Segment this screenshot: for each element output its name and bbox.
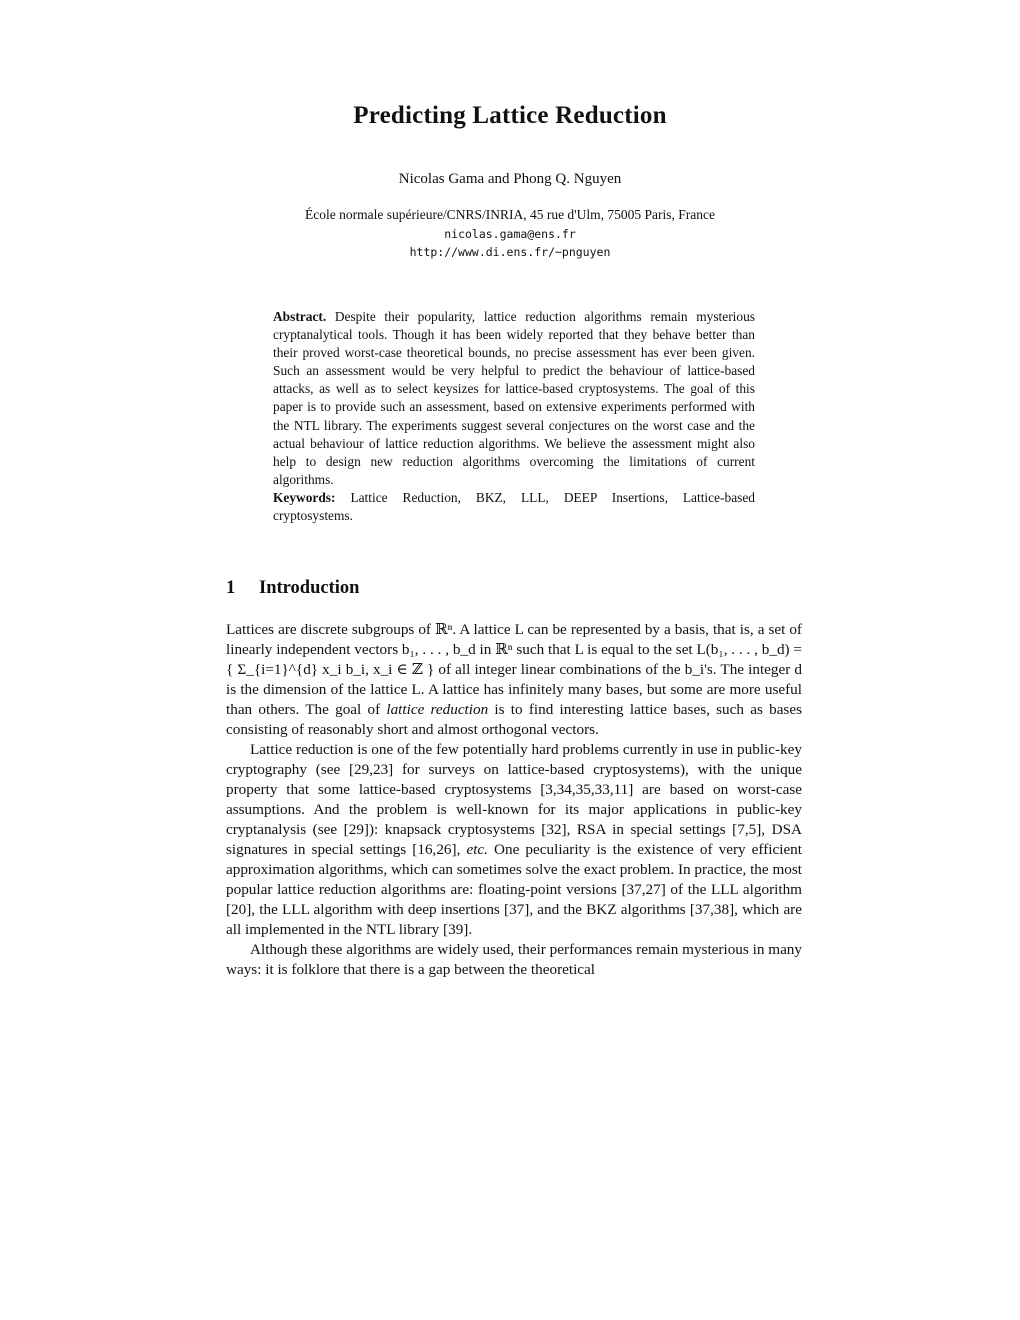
keywords-paragraph [273,489,755,525]
author-url: http://www.di.ens.fr/~pnguyen [409,245,611,259]
keywords-text: Lattice Reduction, BKZ, LLL, DEEP Insertions, Lattice-based cryptosystems. [273,489,755,524]
section-title: Introduction [259,578,360,598]
paragraph-2-b: One peculiarity is the existence of very efficient approximation algorithms, which can sometimes solve the exact problem. In practice, the most popular lattice reduction algorithms are: floating-point versions [37,27] of the LLL algorithm [20], the LLL algorithm with deep insertions [37], and the BKZ algorithms [37,38], which are all implemented in the NTL library [39]. [226,841,802,938]
paper-title: Predicting Lattice Reduction [353,102,667,129]
abstract-paragraph [273,308,755,489]
section-number: 1 [226,578,236,598]
section-heading [226,578,359,599]
author-email: nicolas.gama@ens.fr [444,227,576,241]
paragraph-2 [226,740,802,940]
paragraph-2-emphasis: etc. [466,841,488,858]
abstract-label: Abstract. [273,309,327,324]
paragraph-3: Although these algorithms are widely used, their performances remain mysterious in many ways: it is folklore that there is a gap between the theoretical [226,941,802,978]
author-list: Nicolas Gama and Phong Q. Nguyen [398,171,622,187]
abstract-block [273,308,755,525]
paragraph-1-emphasis: lattice reduction [386,701,489,718]
paragraph-1 [226,620,802,740]
abstract-text: Despite their popularity, lattice reduction algorithms remain mysterious cryptanalytical tools. Though it has been widely reported that they behave better than their proved worst-case theoretical bounds, no precise assessment has ever been given. Such an assessment would be very helpful to predict the behaviour of lattice-based attacks, as well as to select keysizes for lattice-based cryptosystems. The goal of this paper is to provide such an assessment, based on extensive experiments performed with the NTL library. The experiments suggest several conjectures on the worst case and the actual behaviour of lattice reduction algorithms. We believe the assessment might also help to design new reduction algorithms overcoming the limitations of current algorithms. [273,309,755,487]
affiliation: École normale supérieure/CNRS/INRIA, 45 rue d'Ulm, 75005 Paris, France [305,207,715,222]
body-text [226,620,802,980]
paragraph-1-a: Lattices are discrete subgroups of ℝⁿ. A lattice L can be represented by a basis, that is, a set of linearly independent vectors b₁, . . . , b_d in ℝⁿ such that L is equal to the set L(b₁, . . . , b_d) = { Σ_{i=1}^{d} x_i b_i, x_i ∈ ℤ } of all integer linear combinations of the b_i's. The integer d is the dimension of the lattice L. A lattice has infinitely many bases, but some are more useful than others. The goal of [226,621,802,718]
paragraph-2-a: Lattice reduction is one of the few potentially hard problems currently in use in public-key cryptography (see [29,23] for surveys on lattice-based cryptosystems), with the unique property that some lattice-based cryptosystems [3,34,35,33,11] are based on worst-case assumptions. And the problem is well-known for its major applications in public-key cryptanalysis (see [29]): knapsack cryptosystems [32], RSA in special settings [7,5], DSA signatures in special settings [16,26], [226,741,802,858]
paragraph-1-b: is to find interesting lattice bases, such as bases consisting of reasonably short and almost orthogonal vectors. [226,701,802,738]
keywords-label: Keywords: [273,489,336,505]
